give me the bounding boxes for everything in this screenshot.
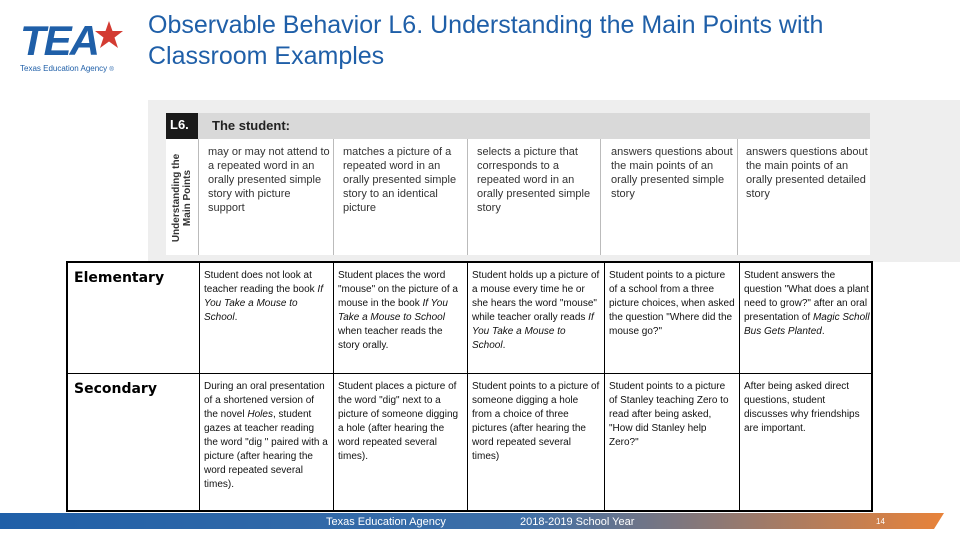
rubric-level-4: answers questions about the main points of an orally presented simple story (611, 146, 733, 200)
table-cell: Student holds up a picture of a mouse every time he or she hears the word "mouse" while teacher orally reads If You Take a Mouse to School. (472, 270, 600, 351)
col-divider (333, 263, 334, 510)
row-divider (68, 373, 871, 374)
col-divider (739, 263, 740, 510)
table-cell: Student points to a picture of Stanley teaching Zero to read after being asked, "How did Stanley help Zero?" (609, 381, 729, 448)
slide-title: Observable Behavior L6. Understanding the Main Points with Classroom Examples (148, 11, 824, 70)
rubric-level-2: matches a picture of a repeated word in an orally presented simple story to an identical picture (343, 146, 457, 214)
rubric-divider (198, 139, 199, 255)
table-cell: After being asked direct questions, student discusses why friendships are important. (744, 381, 860, 434)
footer-org: Texas Education Agency (326, 516, 446, 528)
table-cell: Student places a picture of the word "dig" next to a picture of someone digging a hole (after hearing the word repeated several times). (338, 381, 459, 462)
rubric-level-5: answers questions about the main points of an orally presented detailed story (746, 146, 868, 200)
rubric-divider (467, 139, 468, 255)
table-cell: During an oral presentation of a shortened version of the novel Holes, student gazes at teacher reading the word "dig " paired with a picture (after hearing the word repeated several times). (204, 381, 328, 490)
rubric-level-3: selects a picture that corresponds to a repeated word in an orally presented simple story (477, 146, 591, 214)
l6-rubric-image (166, 113, 870, 255)
rubric-label: L6. (166, 113, 198, 139)
table-cell: Student does not look at teacher reading the book If You Take a Mouse to School. (204, 270, 323, 323)
col-divider (467, 263, 468, 510)
examples-table (66, 261, 873, 512)
row-label-secondary: Secondary (74, 381, 157, 397)
table-cell: Student points to a picture of a school from a three picture choices, when asked the question "Where did the mouse go?" (609, 270, 735, 337)
footer-year: 2018-2019 School Year (520, 516, 635, 528)
tea-logo (20, 17, 130, 76)
col-divider (604, 263, 605, 510)
footer-bar (0, 513, 944, 529)
table-cell: Student points to a picture of someone digging a hole from a choice of three pictures (after hearing the word repeated several times) (472, 381, 600, 462)
rubric-level-1: may or may not attend to a repeated word in an orally presented simple story with picture support (208, 146, 330, 214)
table-cell: Student places the word "mouse" on the picture of a mouse in the book If You Take a Mouse to School when teacher reads the story orally. (338, 270, 458, 351)
page-number: 14 (876, 517, 885, 526)
rubric-header-text: The student: (212, 118, 290, 133)
logo-subtitle: Texas Education Agency ® (20, 64, 114, 73)
rubric-divider (333, 139, 334, 255)
rubric-divider (600, 139, 601, 255)
rubric-divider (737, 139, 738, 255)
logo-letters: TEA (20, 17, 98, 64)
table-cell: Student answers the question "What does a plant need to grow?" after an oral presentation of Magic Scholl Bus Gets Planted. (744, 270, 870, 337)
col-divider (199, 263, 200, 510)
row-label-elementary: Elementary (74, 270, 165, 286)
star-icon (94, 20, 124, 50)
rubric-side-label: Understanding the Main Points (171, 153, 193, 243)
